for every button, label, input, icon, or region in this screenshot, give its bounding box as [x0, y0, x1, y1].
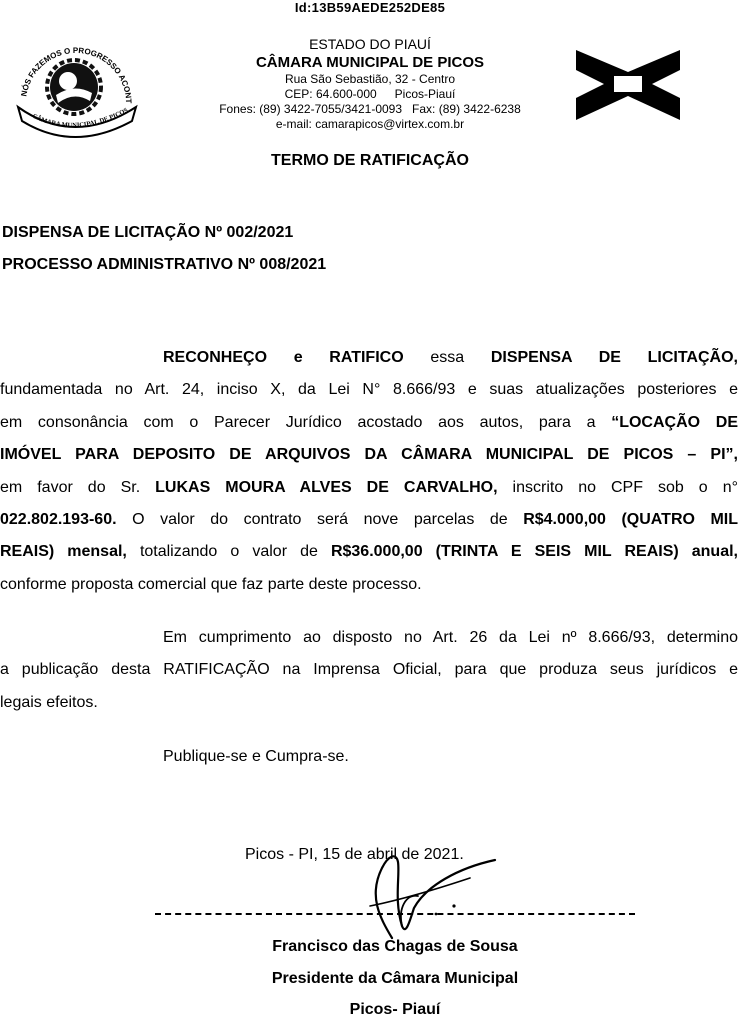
address: Rua São Sebastião, 32 - Centro: [284, 72, 456, 87]
paragraph-line: RECONHEÇO e RATIFICO essa DISPENSA DE LICITAÇÃO,: [163, 349, 738, 366]
svg-text:NÓS FAZEMOS O PROGRESSO ACONTE: NÓS FAZEMOS O PROGRESSO ACONT: [19, 45, 134, 104]
email: e-mail: camarapicos@virtex.com.br: [275, 117, 465, 132]
paragraph-line: fundamentada no Art. 24, inciso X, da Lei N° 8.666/93 e suas atualizações posteriores e: [0, 381, 738, 399]
phones: Fones: (89) 3422-7055/3421-0093: [219, 102, 403, 117]
cep: CEP: 64.600-000: [284, 87, 377, 102]
paragraph-line: IMÓVEL PARA DEPOSITO DE ARQUIVOS DA CÂMARA MUNICIPAL DE PICOS – PI”,: [0, 446, 738, 464]
ratification-paragraph: [0, 342, 738, 601]
phone-line: [170, 102, 570, 117]
paragraph-line: conforme proposta comercial que faz parte deste processo.: [0, 575, 422, 593]
paragraph-line: em consonância com o Parecer Jurídico acostado aos autos, para a “LOCAÇÃO DE: [0, 413, 738, 431]
brand-logo: [570, 42, 685, 127]
date-line: Picos - PI, 15 de abril de 2021.: [245, 846, 464, 863]
paragraph-line: Em cumprimento ao disposto no Art. 26 da Lei nº 8.666/93, determino: [163, 629, 738, 646]
cep-line: [170, 87, 570, 102]
letterhead: [170, 36, 570, 132]
chamber-seal-logo: [8, 25, 140, 140]
signer-role: Presidente da Câmara Municipal: [271, 970, 519, 987]
document-id: Id:13B59AEDE252DE85: [294, 0, 446, 15]
signer-name: Francisco das Chagas de Sousa: [272, 938, 518, 955]
svg-text:CÂMARA MUNICIPAL DE PICOS: CÂMARA MUNICIPAL DE PICOS: [31, 106, 130, 130]
publish-statement: Publique-se e Cumpra-se.: [163, 748, 349, 765]
processo-heading: PROCESSO ADMINISTRATIVO Nº 008/2021: [2, 256, 327, 273]
city: Picos-Piauí: [394, 87, 456, 102]
fax: Fax: (89) 3422-6238: [412, 102, 521, 117]
signature-line: [155, 913, 635, 915]
dispensa-heading: DISPENSA DE LICITAÇÃO Nº 002/2021: [2, 224, 294, 241]
publication-paragraph: [0, 622, 738, 719]
state-name: ESTADO DO PIAUÍ: [309, 36, 431, 52]
paragraph-line: a publicação desta RATIFICAÇÃO na Imprensa Oficial, para que produza seus jurídicos e: [0, 661, 738, 679]
paragraph-line: em favor do Sr. LUKAS MOURA ALVES DE CARVALHO, inscrito no CPF sob o n°: [0, 478, 738, 496]
paragraph-line: 022.802.193-60. O valor do contrato será nove parcelas de R$4.000,00 (QUATRO MIL: [0, 510, 739, 528]
organization-name: CÂMARA MUNICIPAL DE PICOS: [255, 53, 485, 71]
paragraph-line: REAIS) mensal, totalizando o valor de R$36.000,00 (TRINTA E SEIS MIL REAIS) anual,: [0, 543, 738, 561]
signer-place: Picos- Piauí: [349, 1001, 441, 1018]
document-title: TERMO DE RATIFICAÇÃO: [271, 152, 469, 169]
handwritten-signature: [330, 848, 510, 943]
paragraph-line: legais efeitos.: [0, 693, 98, 711]
